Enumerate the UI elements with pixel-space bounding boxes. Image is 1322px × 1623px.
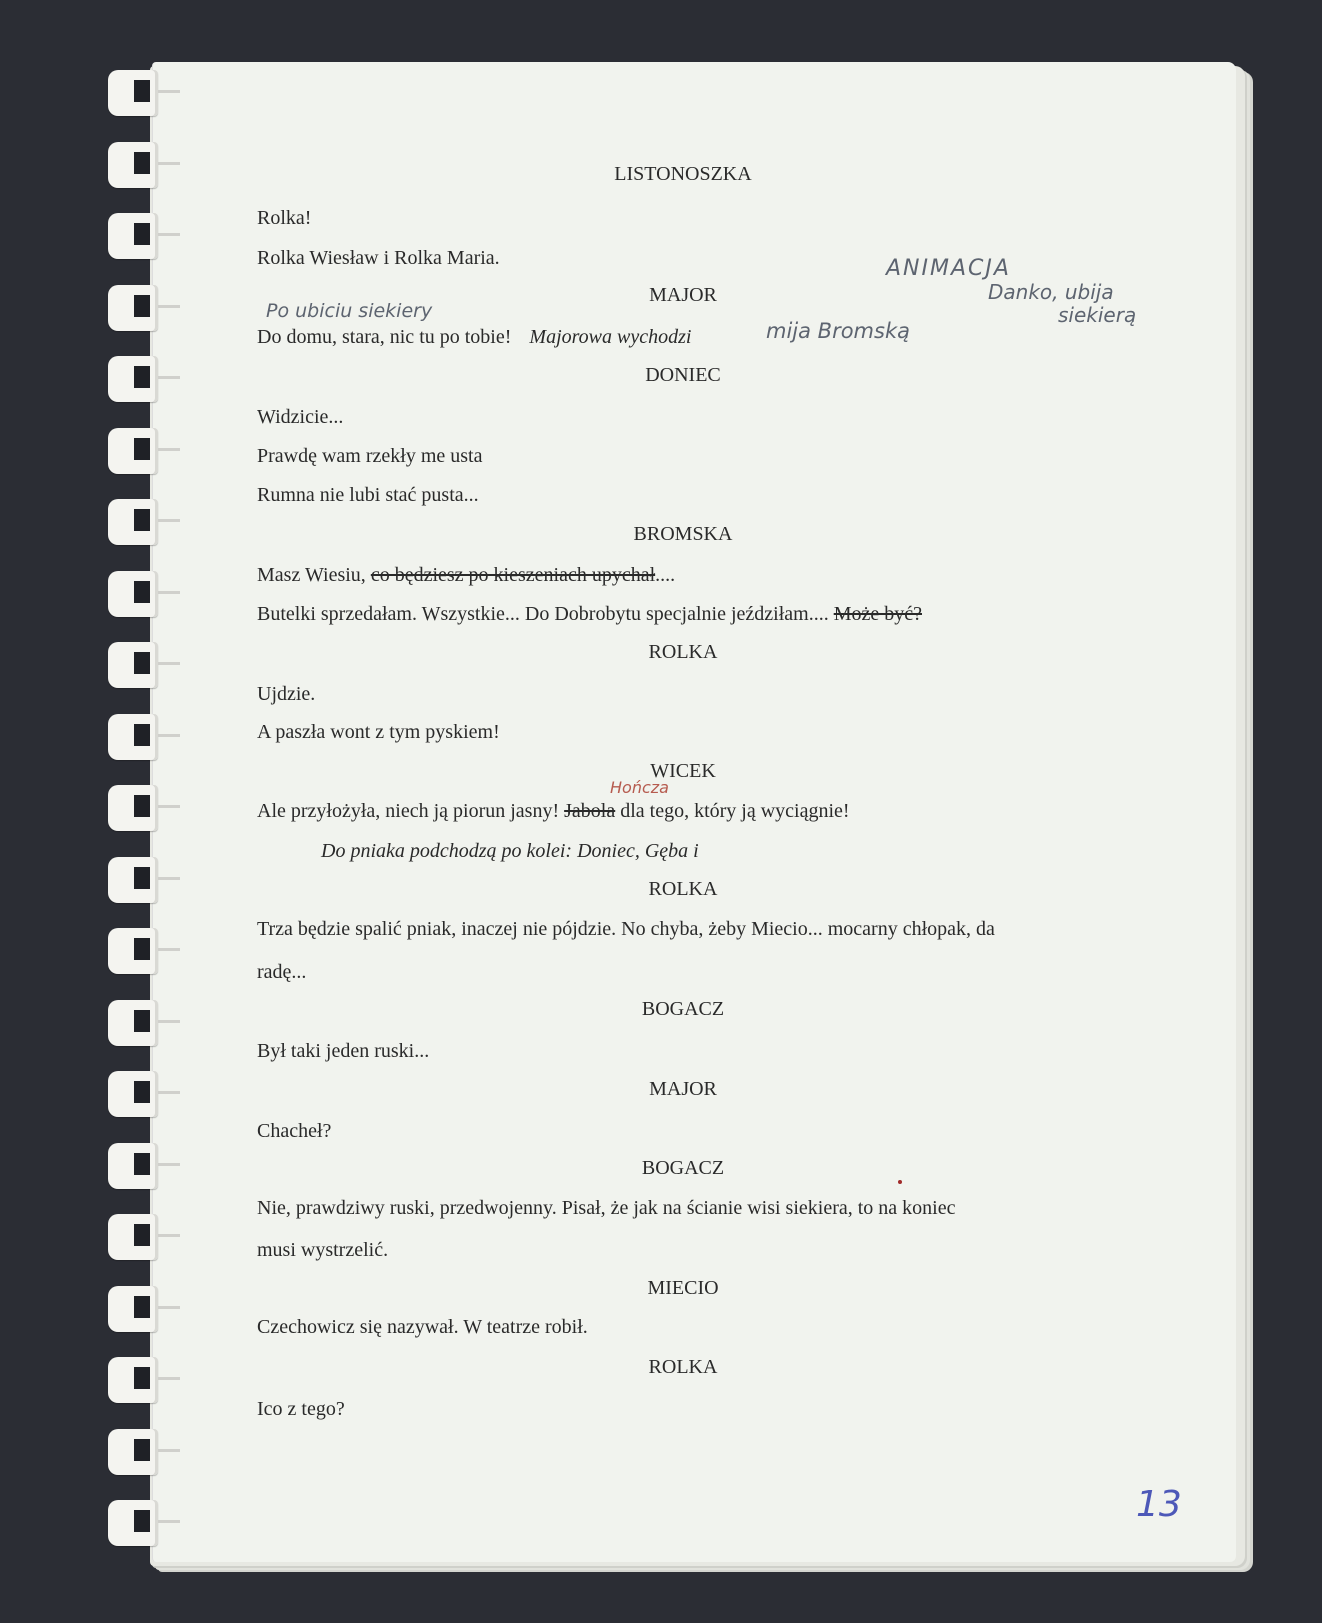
dialogue-text: Rumna nie lubi stać pusta...: [257, 484, 479, 506]
dialogue-line: [257, 325, 691, 349]
dialogue-text: Do domu, stara, nic tu po tobie!: [257, 326, 512, 348]
dialogue-text: Ujdzie.: [257, 683, 316, 705]
speaker-name: WICEK: [650, 760, 716, 782]
dialogue-line: [257, 444, 482, 468]
annotation-mija: mija Bromską: [766, 319, 910, 343]
dialogue-text-continued: dla tego, który ją wyciągnie!: [615, 800, 850, 822]
dialogue-line: [257, 206, 311, 230]
dialogue-line: [257, 720, 500, 744]
dialogue-text: Rolka Wiesław i Rolka Maria.: [257, 247, 500, 269]
dialogue-line: [257, 1315, 588, 1339]
dialogue-text: Widzicie...: [257, 406, 344, 428]
dialogue-text: musi wystrzelić.: [257, 1239, 389, 1261]
dialogue-line: [257, 960, 306, 984]
annotation-po-ubiciu: Po ubiciu siekiery: [266, 300, 433, 322]
speaker-name: BOGACZ: [641, 1157, 725, 1179]
struck-text: Może być?: [833, 603, 922, 625]
dialogue-text: Trza będzie spalić pniak, inaczej nie pójdzie. No chyba, żeby Miecio... mocarny chłopak, da: [257, 918, 995, 940]
annotation-honcza: Hończa: [610, 778, 669, 797]
speaker-name: MIECIO: [647, 1277, 719, 1299]
speaker-name: ROLKA: [648, 641, 718, 663]
dialogue-line: [257, 917, 995, 941]
dialogue-text: Był taki jeden ruski...: [257, 1040, 430, 1062]
dialogue-line: [257, 1039, 429, 1063]
dialogue-line: [257, 602, 922, 626]
dialogue-line: [257, 799, 850, 823]
struck-text: Jabola: [564, 800, 616, 822]
dialogue-text: Prawdę wam rzekły me usta: [257, 445, 483, 467]
dialogue-line: [257, 1238, 388, 1262]
speaker-name: DONIEC: [645, 364, 721, 386]
dialogue-text: Nie, prawdziwy ruski, przedwojenny. Pisał, że jak na ścianie wisi siekiera, to na koniec: [257, 1197, 956, 1219]
dialogue-line: [257, 682, 315, 706]
dialogue-line: [257, 1196, 956, 1220]
dialogue-line: [257, 563, 675, 587]
dialogue-text: radę...: [257, 961, 307, 983]
dialogue-text: Czechowicz się nazywał. W teatrze robił.: [257, 1316, 588, 1338]
struck-text: co będziesz po kieszeniach upychał: [370, 564, 656, 586]
ink-mark: [898, 1180, 902, 1184]
annotation-siekiera: siekierą: [1058, 303, 1137, 327]
annotation-danko: Danko, ubija: [988, 280, 1114, 304]
speaker-name: LISTONOSZKA: [614, 163, 752, 185]
dialogue-text: Masz Wiesiu,: [257, 564, 371, 586]
dialogue-text: Chacheł?: [257, 1120, 332, 1142]
dialogue-line: [257, 483, 479, 507]
dialogue-text: Ico z tego?: [257, 1398, 345, 1420]
dialogue-text-continued: ....: [655, 564, 676, 586]
dialogue-text: Ale przyłożyła, niech ją piorun jasny!: [257, 800, 565, 822]
annotation-animacja: ANIMACJA: [886, 256, 1011, 281]
dialogue-line: [257, 405, 343, 429]
inline-stage-direction: Majorowa wychodzi: [529, 326, 692, 348]
dialogue-text: Butelki sprzedałam. Wszystkie... Do Dobrobytu specjalnie jeździłam....: [257, 603, 834, 625]
speaker-name: MAJOR: [649, 1078, 717, 1100]
dialogue-text: Rolka!: [257, 207, 312, 229]
dialogue-line: [257, 1119, 331, 1143]
speaker-name: BOGACZ: [641, 998, 725, 1020]
dialogue-text: A paszła wont z tym pyskiem!: [257, 721, 500, 743]
dialogue-line: [257, 246, 500, 270]
stage-direction: Do pniaka podchodzą po kolei: Doniec, Gęba i: [321, 840, 699, 862]
dialogue-line: [257, 1397, 345, 1421]
speaker-name: BROMSKA: [633, 523, 733, 545]
speaker-name: MAJOR: [649, 284, 717, 306]
speaker-name: ROLKA: [648, 878, 718, 900]
page-number: 13: [1136, 1484, 1182, 1525]
speaker-name: ROLKA: [648, 1356, 718, 1378]
